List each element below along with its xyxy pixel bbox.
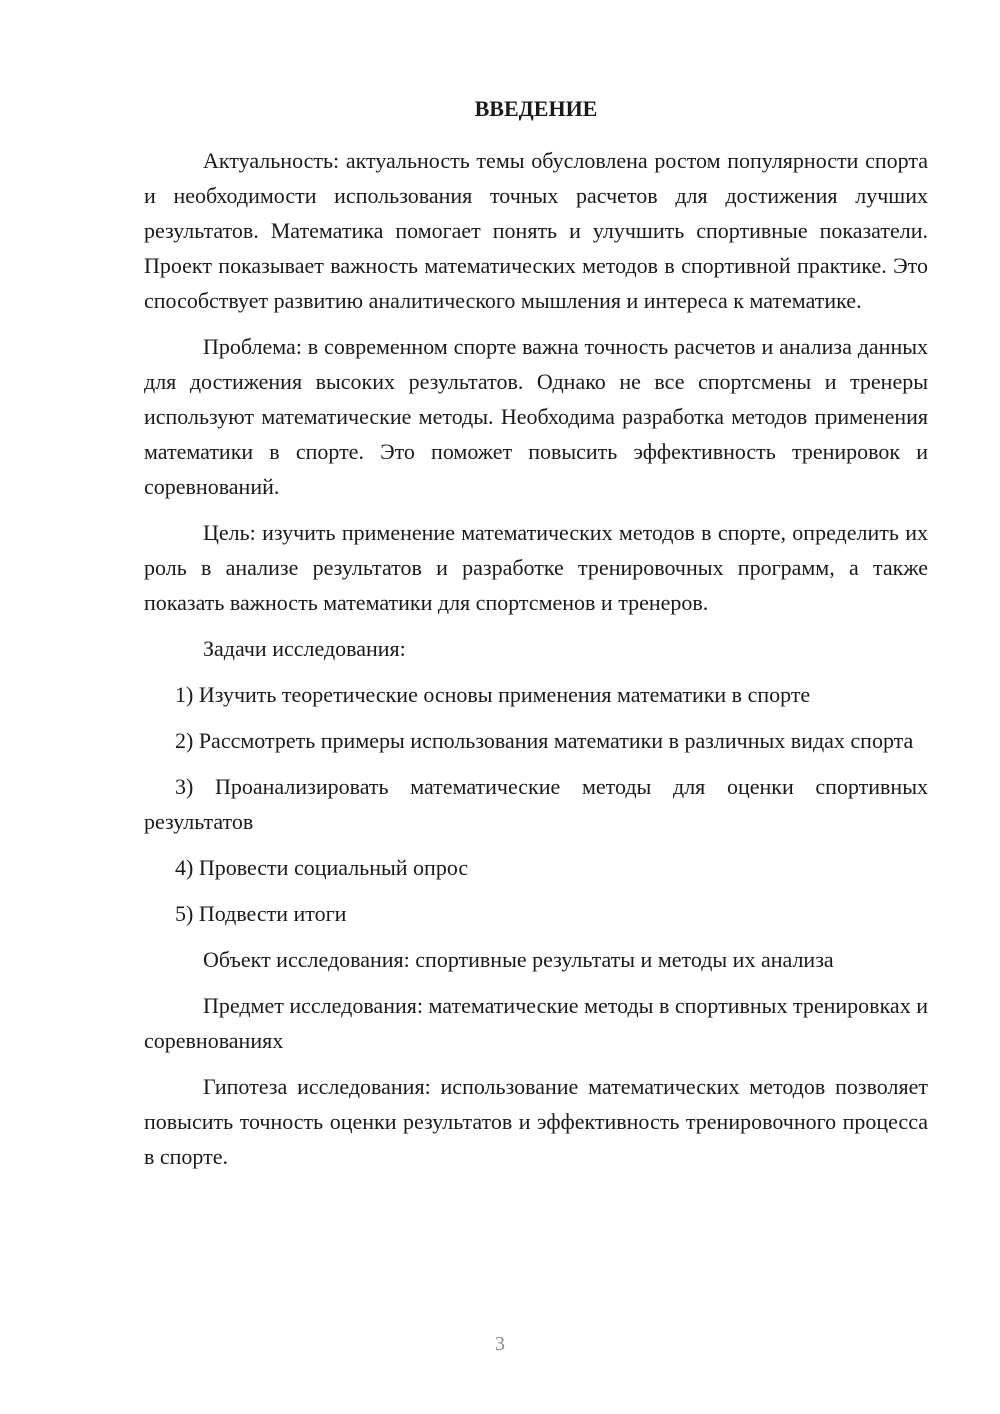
problem-paragraph: Проблема: в современном спорте важна точность расчетов и анализа данных для достижения высоких результатов. Однако не все спортсмены и тренеры используют математические методы. Необходима разработка методов применения математики в спорте. Это поможет повысить эффективность тренировок и соревнований. [144, 334, 928, 499]
page-number: 3 [495, 1333, 505, 1355]
task-item-4: 4) Провести социальный опрос [175, 855, 469, 880]
task-item-3: 3) Проанализировать математические методы для оценки спортивных результатов [144, 774, 928, 834]
goal-paragraph: Цель: изучить применение математических методов в спорте, определить их роль в анализе результатов и разработке тренировочных программ, а также показать важность математики для спортсменов и тренеров. [144, 520, 928, 615]
tasks-title: Задачи исследования: [203, 636, 406, 661]
document-body [144, 143, 928, 1174]
task-item-5: 5) Подвести итоги [175, 901, 347, 926]
relevance-paragraph: Актуальность: актуальность темы обусловлена ростом популярности спорта и необходимости использования точных расчетов для достижения лучших результатов. Математика помогает понять и улучшить спортивные показатели. Проект показывает важность математических методов в спортивной практике. Это способствует развитию аналитического мышления и интереса к математике. [144, 148, 928, 313]
object-paragraph: Объект исследования: спортивные результаты и методы их анализа [203, 947, 834, 972]
section-heading: ВВЕДЕНИЕ [474, 96, 598, 121]
task-item-2: 2) Рассмотреть примеры использования математики в различных видах спорта [175, 728, 914, 753]
hypothesis-paragraph: Гипотеза исследования: использование математических методов позволяет повысить точность оценки результатов и эффективность тренировочного процесса в спорте. [144, 1074, 928, 1169]
task-item-1: 1) Изучить теоретические основы применения математики в спорте [175, 682, 811, 707]
subject-paragraph: Предмет исследования: математические методы в спортивных тренировках и соревнованиях [144, 993, 928, 1053]
